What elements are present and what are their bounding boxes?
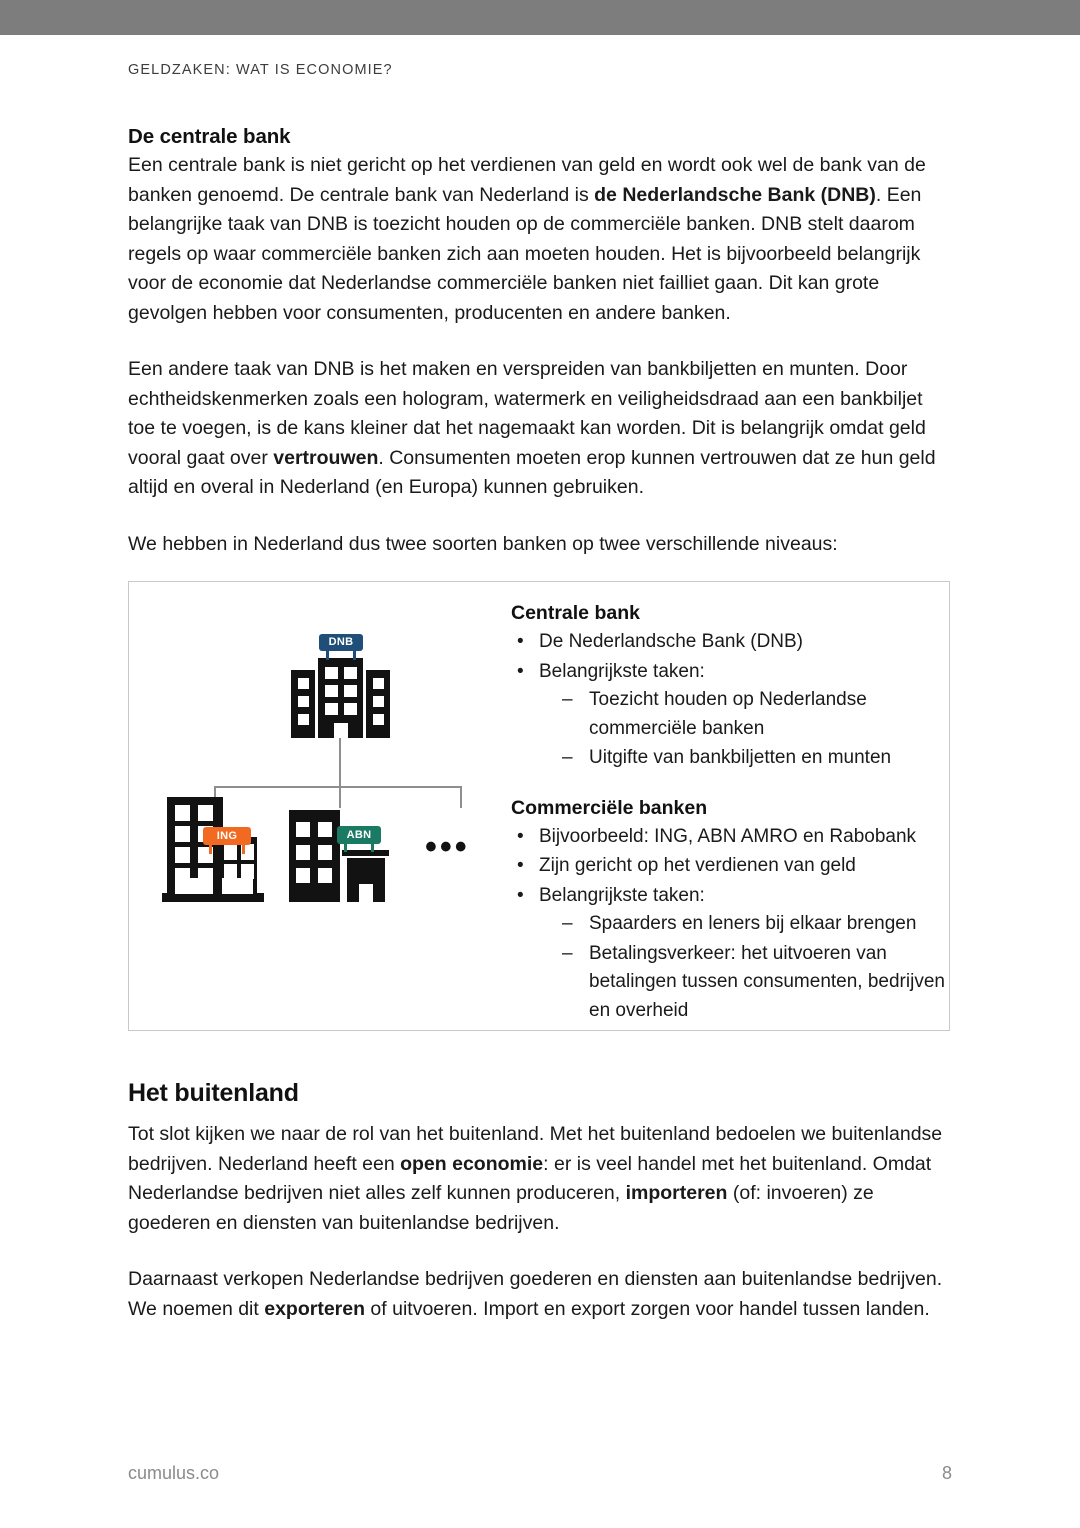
list-item — [511, 852, 951, 881]
text-run: (of: invoeren) ze goederen en diensten van buitenlandse bedrijven. — [128, 1182, 874, 1234]
list-item-label: Zijn gericht op het verdienen van geld — [539, 855, 856, 876]
bullet-glyph: • — [517, 825, 524, 847]
paragraph-buitenland-2 — [128, 1265, 952, 1324]
window — [175, 847, 190, 863]
list-item — [511, 823, 951, 852]
connector-vertical-top — [339, 738, 341, 787]
more-banks-ellipsis: ••• — [425, 828, 470, 866]
sublist-item — [556, 940, 951, 1026]
window — [318, 845, 332, 860]
window — [175, 826, 190, 842]
window — [198, 805, 213, 821]
window — [296, 822, 310, 837]
base-window-left — [175, 878, 213, 894]
dash-glyph: – — [562, 689, 573, 710]
sublist — [539, 686, 951, 773]
list-item-label: De Nederlandsche Bank (DNB) — [539, 631, 804, 652]
building-ing — [162, 792, 264, 902]
page-footer — [128, 1463, 952, 1484]
ing-sign: ING — [203, 827, 251, 845]
dnb-sign-leg-left — [326, 651, 329, 660]
abn-roof-slab — [342, 850, 389, 856]
ing-sign-leg-right — [242, 844, 245, 854]
list-centrale-bank — [511, 628, 951, 773]
abn-tall-block — [289, 810, 340, 902]
bold-run: importeren — [625, 1182, 728, 1204]
list-commerciele-banken — [511, 823, 951, 1026]
top-gray-bar — [0, 0, 1080, 35]
bullet-glyph: • — [517, 660, 524, 682]
dash-glyph: – — [562, 942, 573, 964]
doorway — [334, 723, 348, 738]
window — [298, 714, 309, 725]
connector-horizontal — [214, 786, 462, 788]
document-page — [0, 35, 1080, 1528]
sublist-item-label: Toezicht houden op Nederlandse commerciële banken — [589, 689, 867, 739]
footer-page-number: 8 — [941, 1463, 952, 1483]
text-run: Daarnaast verkopen Nederlandse bedrijven goederen en diensten aan buitenlandse bedrijven. We noemen dit — [128, 1268, 943, 1320]
diagram-illustration — [129, 582, 519, 1030]
window — [296, 845, 310, 860]
dnb-sign-leg-right — [353, 651, 356, 660]
window — [373, 696, 384, 707]
connector-drop-middle — [339, 786, 341, 808]
sublist-item — [556, 744, 951, 773]
abn-sign-leg-right — [371, 843, 374, 852]
bullet-glyph: • — [517, 884, 524, 906]
list-item-label: Bijvoorbeeld: ING, ABN AMRO en Rabobank — [539, 825, 917, 847]
base-window-right — [222, 878, 253, 894]
list-item — [511, 882, 951, 1026]
ing-sign-leg-left — [209, 844, 212, 854]
page-content — [128, 125, 952, 1324]
sublist-item — [556, 910, 951, 939]
dash-glyph: – — [562, 913, 573, 934]
window — [325, 667, 338, 679]
text-run: Tot slot kijken we naar de rol van het buitenland. Met het buitenland bedoelen we buitenlandse bedrijven. Nederland heeft een — [128, 1123, 943, 1175]
text-run: of uitvoeren. Import en export zorgen voor handel tussen landen. — [365, 1297, 930, 1320]
text-run: Een centrale bank is niet gericht op het verdienen van geld en wordt ook wel de bank van de banken genoemd. De centrale bank van Nederland is — [128, 154, 926, 206]
paragraph-centrale-bank-3: We hebben in Nederland dus twee soorten banken op twee verschillende niveaus: — [128, 532, 838, 555]
abn-right-block — [347, 858, 385, 902]
abn-doorway — [359, 884, 373, 902]
diagram-text-panel — [511, 602, 951, 1026]
dnb-sign: DNB — [319, 634, 363, 651]
list-item-label: Belangrijkste taken: — [539, 884, 705, 906]
list-item — [511, 658, 951, 773]
window — [344, 685, 357, 697]
bold-run: exporteren — [264, 1297, 366, 1320]
connector-drop-right — [460, 786, 462, 808]
ing-base — [162, 893, 264, 902]
window — [373, 714, 384, 725]
bold-run: de Nederlandsche Bank (DNB) — [594, 183, 876, 206]
window — [344, 667, 357, 679]
building-dnb — [291, 636, 389, 738]
text-run: . Een belangrijke taak van DNB is toezicht houden op de commerciële banken. DNB stelt daarom regels op waar commerciële banken zich aan moeten houden. Het is bijvoorbeeld belangrijk voor de economie dat Nederlandse commerciële banken niet failliet gaan. Dit kan grote gevolgen hebben voor consumenten, producenten en andere banken. — [128, 183, 922, 324]
sublist-item-label: Uitgifte van bankbiljetten en munten — [589, 747, 892, 768]
building-abn — [289, 810, 389, 902]
window — [175, 805, 190, 821]
text-run: Een andere taak van DNB is het maken en verspreiden van bankbiljetten en munten. Door echtheidskenmerken zoals een hologram, watermerk en veiligheidsdraad aan een bankbiljet toe te voegen, is de kans kleiner dat het nagemaakt kan worden. Dit is belangrijk omdat geld vooral gaat over — [128, 358, 926, 469]
window — [325, 703, 338, 715]
bold-run: vertrouwen — [273, 446, 379, 469]
footer-site-label: cumulus.co — [128, 1463, 220, 1483]
window — [318, 868, 332, 883]
dash-glyph: – — [562, 747, 573, 768]
sublist — [539, 910, 951, 1025]
window — [298, 696, 309, 707]
running-head: GELDZAKEN: WAT IS ECONOMIE? — [128, 62, 393, 78]
sublist-item-label: Betalingsverkeer: het uitvoeren van betalingen tussen consumenten, bedrijven en overheid — [589, 942, 945, 1021]
text-run: . Consumenten moeten erop kunnen vertrouwen dat ze hun geld altijd en overal in Nederland (en Europa) kunnen gebruiken. — [128, 446, 936, 498]
dnb-center-tower — [318, 658, 363, 738]
text-run: : er is veel handel met het buitenland. Omdat Nederlandse bedrijven niet alles zelf kunnen produceren, — [128, 1152, 932, 1204]
diagram-title-commerciele-banken: Commerciële banken — [511, 796, 708, 819]
abn-sign: ABN — [337, 826, 381, 844]
abn-sign-leg-left — [344, 843, 347, 852]
sublist-item — [556, 686, 951, 743]
heading-de-centrale-bank: De centrale bank — [128, 125, 291, 148]
bullet-glyph: • — [517, 855, 524, 876]
window — [241, 864, 254, 879]
window — [325, 685, 338, 697]
window — [224, 844, 237, 860]
window — [298, 678, 309, 689]
paragraph-centrale-bank-1 — [128, 151, 952, 328]
list-item-label: Belangrijkste taken: — [539, 660, 705, 682]
bold-run: open economie — [400, 1152, 544, 1175]
list-item — [511, 628, 951, 657]
dnb-left-tower — [291, 670, 315, 738]
diagram-title-centrale-bank: Centrale bank — [511, 602, 640, 624]
bullet-glyph: • — [517, 631, 524, 652]
dnb-right-tower — [366, 670, 390, 738]
window — [224, 864, 237, 879]
window — [373, 678, 384, 689]
bank-levels-diagram — [128, 581, 950, 1031]
paragraph-buitenland-1 — [128, 1120, 952, 1238]
window — [296, 868, 310, 883]
window — [344, 703, 357, 715]
heading-het-buitenland: Het buitenland — [128, 1079, 299, 1107]
window — [318, 822, 332, 837]
paragraph-centrale-bank-2 — [128, 355, 952, 503]
sublist-item-label: Spaarders en leners bij elkaar brengen — [589, 913, 917, 934]
